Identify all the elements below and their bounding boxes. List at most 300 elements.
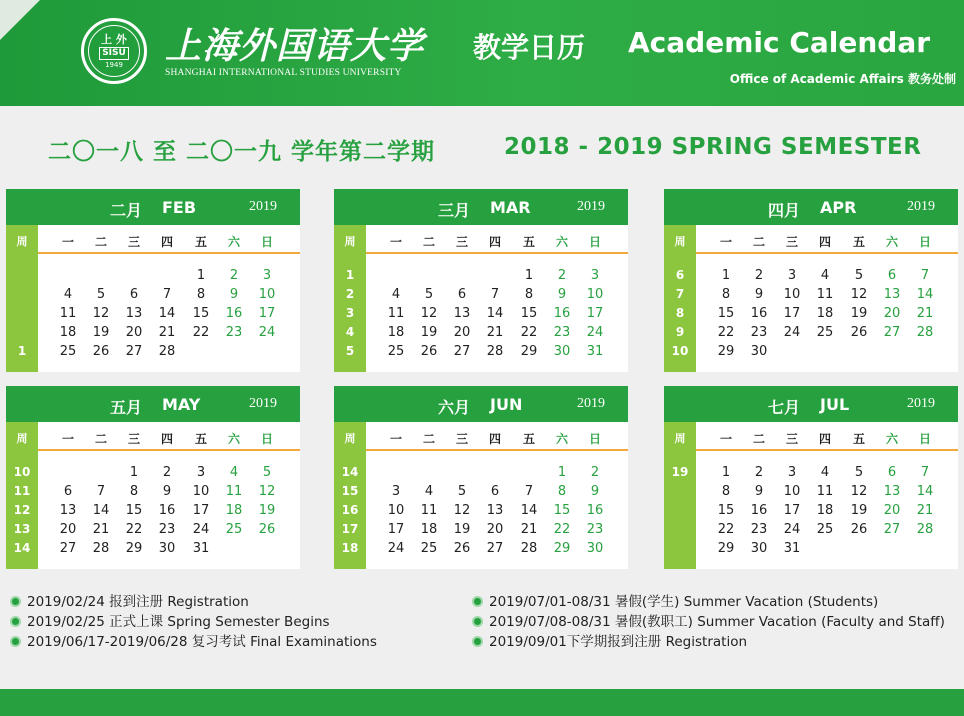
day-cell: 27 [125, 344, 143, 359]
week-header: 周 [674, 235, 686, 248]
day-cell: 31 [192, 541, 210, 556]
note-text: 2019/02/25 正式上课 Spring Semester Begins [27, 614, 330, 630]
note-text: 2019/06/17-2019/06/28 复习考试 Final Examinations [27, 634, 377, 650]
bullet-icon [10, 616, 21, 627]
day-cell: 6 [887, 465, 897, 480]
day-cell: 7 [490, 287, 500, 302]
day-cell: 26 [453, 541, 471, 556]
day-cell: 19 [420, 325, 438, 340]
day-cell: 29 [125, 541, 143, 556]
day-cell: 19 [258, 503, 276, 518]
month-name-en: JUL [820, 395, 850, 414]
day-cell: 7 [162, 287, 172, 302]
weekday-header: 一 [389, 432, 402, 446]
bullet-icon [472, 616, 483, 627]
day-cell: 24 [192, 522, 210, 537]
day-cell: 6 [887, 268, 897, 283]
month-year: 2019 [249, 396, 277, 411]
seal-top-text: 上 外 [101, 32, 127, 46]
day-cell: 30 [750, 344, 768, 359]
weekday-header: 二 [422, 235, 435, 249]
week-header: 周 [674, 432, 686, 445]
seal-year-text: 1949 [105, 60, 123, 69]
week-column [664, 225, 696, 372]
day-cell: 31 [783, 541, 801, 556]
day-cell: 24 [258, 325, 276, 340]
month-name-en: JUN [490, 395, 523, 414]
month-name-cn: 六月 [438, 398, 471, 417]
week-number: 8 [675, 306, 685, 320]
day-cell: 26 [850, 522, 868, 537]
week-number: 1 [17, 344, 27, 358]
week-number: 10 [671, 344, 689, 358]
month-panel [664, 189, 958, 372]
day-cell: 19 [453, 522, 471, 537]
day-cell: 12 [850, 287, 868, 302]
week-number: 3 [345, 306, 355, 320]
day-cell: 10 [258, 287, 276, 302]
weekday-header: 二 [752, 235, 765, 249]
header-divider [696, 449, 958, 451]
day-cell: 22 [192, 325, 210, 340]
day-cell: 21 [520, 522, 538, 537]
weekday-header: 二 [752, 432, 765, 446]
day-cell: 5 [854, 268, 864, 283]
day-cell: 23 [553, 325, 571, 340]
weekday-header: 三 [127, 432, 140, 446]
day-cell: 1 [196, 268, 206, 283]
week-number: 11 [13, 484, 31, 498]
note-item [472, 592, 878, 612]
day-cell: 8 [524, 287, 534, 302]
weekday-header: 三 [455, 235, 468, 249]
day-cell: 28 [916, 522, 934, 537]
day-cell: 19 [850, 503, 868, 518]
note-text: 2019/07/01-08/31 暑假(学生) Summer Vacation (Students) [489, 594, 879, 610]
month-year: 2019 [907, 199, 935, 214]
day-cell: 13 [883, 287, 901, 302]
week-header: 周 [16, 235, 28, 248]
weekday-header: 三 [127, 235, 140, 249]
bullet-icon [10, 636, 21, 647]
month-panel [334, 386, 628, 569]
month-panel [6, 189, 300, 372]
office-name: Office of Academic Affairs 教务处制 [729, 72, 956, 86]
day-cell: 9 [229, 287, 239, 302]
day-cell: 13 [453, 306, 471, 321]
week-number: 18 [341, 541, 359, 555]
day-cell: 20 [883, 503, 901, 518]
day-cell: 22 [125, 522, 143, 537]
day-cell: 26 [258, 522, 276, 537]
day-cell: 7 [920, 268, 930, 283]
day-cell: 17 [192, 503, 210, 518]
month-name-cn: 三月 [438, 201, 471, 220]
month-header [6, 189, 300, 225]
weekday-header: 一 [389, 235, 402, 249]
day-cell: 20 [59, 522, 77, 537]
day-cell: 15 [717, 306, 735, 321]
day-cell: 27 [883, 522, 901, 537]
day-cell: 9 [590, 484, 600, 499]
day-cell: 3 [590, 268, 600, 283]
day-cell: 15 [520, 306, 538, 321]
semester-title-cn: 二〇一八 至 二〇一九 学年第二学期 [48, 139, 436, 165]
week-number: 14 [13, 541, 31, 555]
day-cell: 22 [717, 522, 735, 537]
week-column [334, 225, 366, 372]
day-cell: 19 [850, 306, 868, 321]
day-cell: 21 [92, 522, 110, 537]
day-cell: 8 [721, 484, 731, 499]
weekday-header: 四 [818, 432, 831, 446]
day-cell: 25 [59, 344, 77, 359]
day-cell: 12 [453, 503, 471, 518]
weekday-header: 五 [852, 235, 865, 249]
day-cell: 18 [420, 522, 438, 537]
day-cell: 16 [158, 503, 176, 518]
day-cell: 10 [387, 503, 405, 518]
weekday-header: 一 [719, 235, 732, 249]
weekday-header: 日 [260, 432, 273, 446]
week-number: 16 [341, 503, 359, 517]
month-year: 2019 [907, 396, 935, 411]
day-cell: 24 [586, 325, 604, 340]
day-cell: 25 [420, 541, 438, 556]
day-cell: 5 [854, 465, 864, 480]
day-cell: 12 [92, 306, 110, 321]
note-text: 2019/07/08-08/31 暑假(教职工) Summer Vacation (Faculty and Staff) [489, 614, 945, 630]
day-cell: 5 [457, 484, 467, 499]
weekday-header: 日 [588, 235, 601, 249]
day-cell: 13 [486, 503, 504, 518]
day-cell: 17 [783, 306, 801, 321]
month-panel [334, 189, 628, 372]
day-cell: 7 [96, 484, 106, 499]
weekday-header: 三 [785, 235, 798, 249]
day-cell: 8 [721, 287, 731, 302]
day-cell: 6 [129, 287, 139, 302]
day-cell: 20 [125, 325, 143, 340]
day-cell: 4 [820, 268, 830, 283]
weekday-header: 五 [522, 432, 535, 446]
day-cell: 1 [129, 465, 139, 480]
day-cell: 29 [717, 541, 735, 556]
day-cell: 16 [553, 306, 571, 321]
week-column [6, 422, 38, 569]
month-name-en: FEB [162, 198, 197, 217]
calendar-title-en: Academic Calendar [628, 26, 931, 59]
weekday-header: 三 [455, 432, 468, 446]
note-text: 2019/09/01下学期报到注册 Registration [489, 634, 748, 650]
day-cell: 18 [816, 503, 834, 518]
week-header: 周 [344, 432, 356, 445]
day-cell: 29 [553, 541, 571, 556]
day-cell: 15 [125, 503, 143, 518]
header-divider [366, 449, 628, 451]
university-name-en: SHANGHAI INTERNATIONAL STUDIES UNIVERSITY [165, 68, 402, 78]
day-cell: 8 [196, 287, 206, 302]
weekday-header: 六 [885, 235, 898, 249]
day-cell: 13 [59, 503, 77, 518]
day-cell: 16 [750, 306, 768, 321]
day-cell: 14 [916, 287, 934, 302]
university-name-cn: 上海外国语大学 [165, 25, 425, 67]
day-cell: 27 [59, 541, 77, 556]
day-cell: 17 [387, 522, 405, 537]
day-cell: 4 [391, 287, 401, 302]
day-cell: 19 [92, 325, 110, 340]
day-cell: 25 [816, 325, 834, 340]
seal-mid-text: SISU [99, 47, 129, 60]
weekday-header: 五 [194, 235, 207, 249]
month-name-cn: 二月 [110, 201, 143, 220]
note-text: 2019/02/24 报到注册 Registration [27, 594, 249, 610]
weekday-header: 六 [555, 235, 568, 249]
note-item [10, 612, 330, 632]
day-cell: 18 [387, 325, 405, 340]
university-seal [81, 18, 147, 84]
day-cell: 13 [883, 484, 901, 499]
day-cell: 30 [158, 541, 176, 556]
day-cell: 6 [63, 484, 73, 499]
day-cell: 4 [63, 287, 73, 302]
week-number: 4 [345, 325, 355, 339]
month-header [6, 386, 300, 422]
month-header [334, 189, 628, 225]
week-number: 9 [675, 325, 685, 339]
day-cell: 16 [750, 503, 768, 518]
day-cell: 23 [225, 325, 243, 340]
day-cell: 13 [125, 306, 143, 321]
day-cell: 4 [229, 465, 239, 480]
month-name-en: MAR [490, 198, 531, 217]
month-header [334, 386, 628, 422]
day-cell: 1 [557, 465, 567, 480]
day-cell: 28 [92, 541, 110, 556]
week-column [334, 422, 366, 569]
day-cell: 29 [520, 344, 538, 359]
day-cell: 12 [258, 484, 276, 499]
day-cell: 11 [59, 306, 77, 321]
semester-title-en: 2018 - 2019 SPRING SEMESTER [504, 134, 922, 160]
day-cell: 27 [486, 541, 504, 556]
month-year: 2019 [577, 199, 605, 214]
week-number: 12 [13, 503, 31, 517]
day-cell: 28 [486, 344, 504, 359]
week-number: 6 [675, 268, 685, 282]
day-cell: 23 [586, 522, 604, 537]
weekday-header: 六 [227, 235, 240, 249]
month-panel [664, 386, 958, 569]
day-cell: 25 [816, 522, 834, 537]
day-cell: 14 [92, 503, 110, 518]
day-cell: 9 [162, 484, 172, 499]
day-cell: 22 [553, 522, 571, 537]
day-cell: 10 [586, 287, 604, 302]
day-cell: 15 [717, 503, 735, 518]
day-cell: 2 [754, 268, 764, 283]
day-cell: 20 [453, 325, 471, 340]
header-divider [366, 252, 628, 254]
weekday-header: 二 [94, 235, 107, 249]
day-cell: 8 [557, 484, 567, 499]
header-divider [696, 252, 958, 254]
month-panel [6, 386, 300, 569]
day-cell: 10 [192, 484, 210, 499]
weekday-header: 六 [227, 432, 240, 446]
weekday-header: 日 [260, 235, 273, 249]
day-cell: 5 [96, 287, 106, 302]
day-cell: 27 [453, 344, 471, 359]
day-cell: 14 [158, 306, 176, 321]
month-name-en: MAY [162, 395, 201, 414]
week-number: 17 [341, 522, 359, 536]
day-cell: 21 [486, 325, 504, 340]
day-cell: 11 [387, 306, 405, 321]
weekday-header: 五 [194, 432, 207, 446]
day-cell: 12 [850, 484, 868, 499]
month-header [664, 189, 958, 225]
day-cell: 3 [391, 484, 401, 499]
day-cell: 2 [162, 465, 172, 480]
day-cell: 31 [586, 344, 604, 359]
day-cell: 2 [754, 465, 764, 480]
week-number: 15 [341, 484, 359, 498]
day-cell: 20 [486, 522, 504, 537]
day-cell: 18 [816, 306, 834, 321]
weekday-header: 日 [918, 235, 931, 249]
day-cell: 10 [783, 287, 801, 302]
day-cell: 26 [850, 325, 868, 340]
note-item [472, 632, 747, 652]
day-cell: 2 [229, 268, 239, 283]
day-cell: 30 [750, 541, 768, 556]
weekday-header: 一 [61, 432, 74, 446]
day-cell: 2 [557, 268, 567, 283]
week-number: 2 [345, 287, 355, 301]
day-cell: 29 [717, 344, 735, 359]
day-cell: 20 [883, 306, 901, 321]
footer-bar [0, 689, 964, 716]
day-cell: 23 [750, 522, 768, 537]
day-cell: 15 [192, 306, 210, 321]
day-cell: 17 [586, 306, 604, 321]
day-cell: 14 [486, 306, 504, 321]
weekday-header: 二 [94, 432, 107, 446]
weekday-header: 四 [488, 432, 501, 446]
week-header: 周 [16, 432, 28, 445]
weekday-header: 六 [555, 432, 568, 446]
weekday-header: 五 [522, 235, 535, 249]
weekday-header: 一 [719, 432, 732, 446]
day-cell: 17 [258, 306, 276, 321]
month-year: 2019 [577, 396, 605, 411]
week-column [664, 422, 696, 569]
bullet-icon [10, 596, 21, 607]
day-cell: 28 [158, 344, 176, 359]
day-cell: 14 [916, 484, 934, 499]
day-cell: 10 [783, 484, 801, 499]
month-year: 2019 [249, 199, 277, 214]
header-divider [38, 449, 300, 451]
day-cell: 21 [916, 503, 934, 518]
day-cell: 21 [158, 325, 176, 340]
week-header: 周 [344, 235, 356, 248]
day-cell: 28 [520, 541, 538, 556]
weekday-header: 六 [885, 432, 898, 446]
month-name-cn: 七月 [768, 398, 801, 417]
day-cell: 6 [490, 484, 500, 499]
day-cell: 7 [920, 465, 930, 480]
weekday-header: 四 [160, 432, 173, 446]
month-header [664, 386, 958, 422]
day-cell: 1 [721, 465, 731, 480]
weekday-header: 日 [918, 432, 931, 446]
day-cell: 4 [820, 465, 830, 480]
day-cell: 22 [717, 325, 735, 340]
day-cell: 17 [783, 503, 801, 518]
day-cell: 4 [424, 484, 434, 499]
weekday-header: 日 [588, 432, 601, 446]
note-item [472, 612, 945, 632]
bullet-icon [472, 636, 483, 647]
bullet-icon [472, 596, 483, 607]
day-cell: 25 [225, 522, 243, 537]
day-cell: 1 [721, 268, 731, 283]
day-cell: 3 [787, 465, 797, 480]
day-cell: 16 [225, 306, 243, 321]
day-cell: 24 [387, 541, 405, 556]
day-cell: 12 [420, 306, 438, 321]
day-cell: 1 [524, 268, 534, 283]
weekday-header: 五 [852, 432, 865, 446]
day-cell: 16 [586, 503, 604, 518]
header-banner [0, 0, 964, 106]
weekday-header: 四 [488, 235, 501, 249]
day-cell: 11 [225, 484, 243, 499]
month-name-en: APR [820, 198, 857, 217]
day-cell: 9 [754, 287, 764, 302]
weekday-header: 四 [818, 235, 831, 249]
day-cell: 5 [424, 287, 434, 302]
day-cell: 3 [196, 465, 206, 480]
day-cell: 21 [916, 306, 934, 321]
week-number: 14 [341, 465, 359, 479]
month-name-cn: 四月 [768, 201, 801, 220]
week-number: 1 [345, 268, 355, 282]
note-item [10, 592, 249, 612]
day-cell: 11 [816, 484, 834, 499]
day-cell: 26 [92, 344, 110, 359]
week-number: 10 [13, 465, 31, 479]
week-number: 13 [13, 522, 31, 536]
weekday-header: 三 [785, 432, 798, 446]
day-cell: 27 [883, 325, 901, 340]
month-name-cn: 五月 [110, 398, 143, 417]
week-number: 5 [345, 344, 355, 358]
day-cell: 25 [387, 344, 405, 359]
week-number: 7 [675, 287, 685, 301]
calendar-title-cn: 教学日历 [473, 31, 586, 64]
day-cell: 3 [262, 268, 272, 283]
day-cell: 11 [420, 503, 438, 518]
day-cell: 24 [783, 325, 801, 340]
day-cell: 2 [590, 465, 600, 480]
day-cell: 18 [225, 503, 243, 518]
day-cell: 28 [916, 325, 934, 340]
day-cell: 23 [750, 325, 768, 340]
